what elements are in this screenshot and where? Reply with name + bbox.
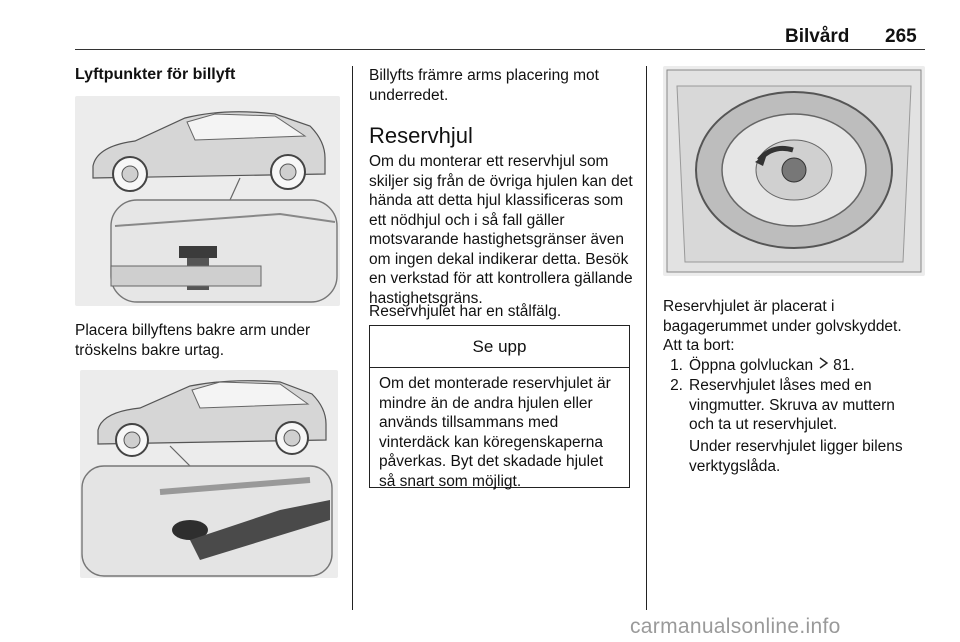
step-number: 1. [670, 357, 683, 374]
text-front-lift-arm: Billyfts främre arms placering mot underredet. [369, 67, 599, 104]
section-title-lift-points: Lyftpunkter för billyft [75, 66, 236, 83]
caution-box [369, 325, 630, 488]
caution-title: Se upp [370, 326, 629, 368]
step-text: Öppna golvluckan [689, 357, 814, 374]
illustration-front-lift-arm [80, 370, 338, 578]
caution-text: Om det monterade reservhjulet är mindre än de andra hjulen eller används tillsammans med vinterdäck kan köregenskaperna påverkas. Byt det skadade hjulet så snart som möjligt. [379, 375, 611, 490]
watermark: carmanualsonline.info [630, 615, 841, 638]
steps-intro: Att ta bort: [663, 337, 735, 354]
paragraph-steel-rim: Reservhjulet har en stålfälg. [369, 303, 562, 320]
heading-spare-wheel: Reservhjul [369, 123, 473, 148]
illustration-rear-lift-arm [75, 96, 340, 306]
step-item-1 [663, 356, 925, 376]
step-text: Reservhjulet låses med en vingmutter. Skruva av muttern och ta ut reservhjulet. [689, 377, 895, 433]
spare-wheel-drawing [663, 66, 925, 276]
car-side-rear-arm-drawing [75, 96, 340, 306]
header-divider [75, 49, 925, 50]
step-2-note: Under reservhjulet ligger bilens verktygslåda. [689, 438, 903, 475]
step-item-2 [663, 376, 925, 435]
step-number: 2. [670, 377, 683, 394]
page-ref-link[interactable]: 81. [833, 357, 855, 374]
paragraph-spare-wheel-speed: Om du monterar ett reservhjul som skiljer sig från de övriga hjulen kan det hända att detta hjul klassificeras som ett nödhjul och i så fall gäller motsvarande hastighetsgränser även om ingen dekal indikerar detta. Besök en verkstad för att kontrollera gällande hastighetsgräns. [369, 153, 633, 307]
car-side-front-arm-drawing [80, 370, 338, 578]
chapter-title: Bilvård [785, 26, 850, 47]
page-ref-arrow-icon [818, 356, 829, 376]
page-number: 265 [885, 26, 917, 47]
column-divider-left [352, 66, 353, 610]
caption-rear-lift-arm: Placera billyftens bakre arm under tröskelns bakre urtag. [75, 322, 311, 359]
illustration-spare-wheel-trunk [663, 66, 925, 276]
caption-spare-wheel-location: Reservhjulet är placerat i bagagerummet under golvskyddet. [663, 298, 902, 335]
column-divider-right [646, 66, 647, 610]
